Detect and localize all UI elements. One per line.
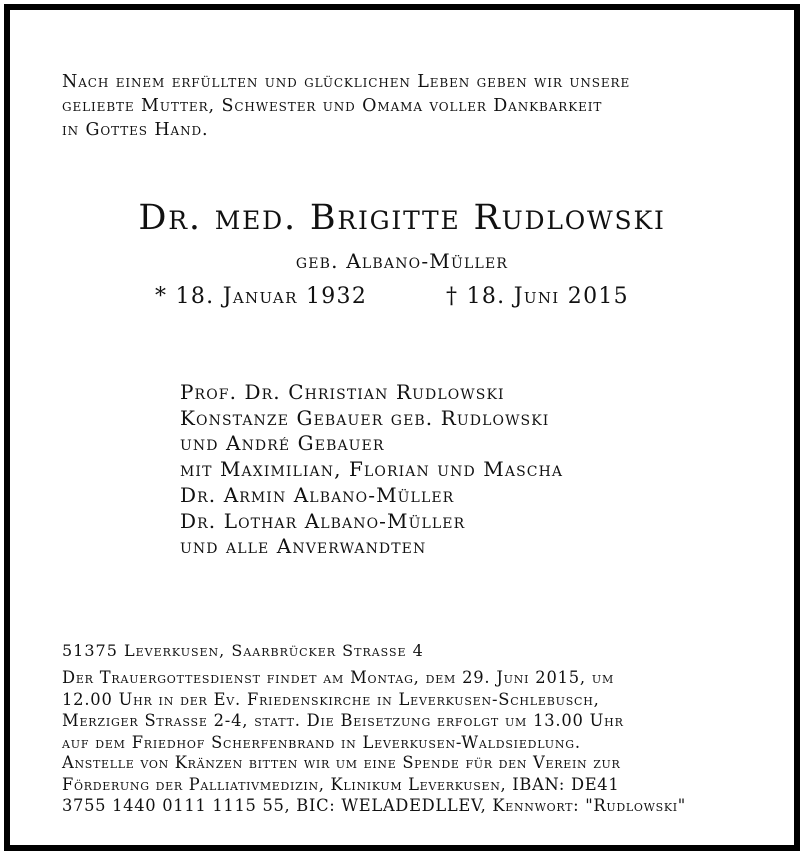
obituary-notice: [4, 4, 800, 851]
intro-line: geliebte Mutter, Schwester und Omama voller Dankbarkeit: [62, 96, 603, 116]
donation-line: 3755 1440 0111 1115 55, BIC: WELADEDLLEV, Kennwort: "Rudlowski": [62, 796, 686, 815]
service-line: Der Trauergottesdienst findet am Montag, dem 29. Juni 2015, um: [62, 668, 615, 687]
intro-line: in Gottes Hand.: [62, 120, 209, 140]
mourner-line: Dr. Lothar Albano-Müller: [180, 508, 466, 533]
mourner-line: Dr. Armin Albano-Müller: [180, 482, 455, 507]
mourner-line: und alle Anverwandten: [180, 534, 427, 559]
mourner-line: Prof. Dr. Christian Rudlowski: [180, 380, 505, 404]
intro-text: [62, 70, 630, 142]
mourner-line: und André Gebauer: [180, 431, 385, 456]
service-info: [62, 667, 624, 753]
mourner-line: Konstanze Gebauer geb. Rudlowski: [180, 405, 550, 430]
intro-line: Nach einem erfüllten und glücklichen Leben geben wir unsere: [62, 72, 631, 92]
service-line: 12.00 Uhr in der Ev. Friedenskirche in Leverkusen-Schlebusch,: [62, 689, 600, 709]
donation-line: Anstelle von Kränzen bitten wir um eine Spende für den Verein zur: [62, 753, 621, 772]
address: 51375 Leverkusen, Saarbrücker Strasse 4: [62, 641, 424, 660]
service-line: auf dem Friedhof Scherfenbrand in Leverkusen-Waldsiedlung.: [62, 732, 581, 752]
mourner-line: mit Maximilian, Florian und Mascha: [180, 457, 564, 482]
service-line: Merziger Strasse 2-4, statt. Die Beisetzung erfolgt um 13.00 Uhr: [62, 711, 624, 730]
donation-line: Förderung der Palliativmedizin, Klinikum Leverkusen, IBAN: DE41: [62, 774, 620, 794]
donation-info: [62, 752, 686, 817]
birth-date: * 18. Januar 1932: [155, 284, 368, 309]
maiden-name: geb. Albano-Müller: [295, 249, 509, 273]
deceased-name: Dr. med. Brigitte Rudlowski: [138, 198, 666, 238]
death-date: † 18. Juni 2015: [446, 284, 629, 309]
mourners-list: [180, 380, 563, 560]
